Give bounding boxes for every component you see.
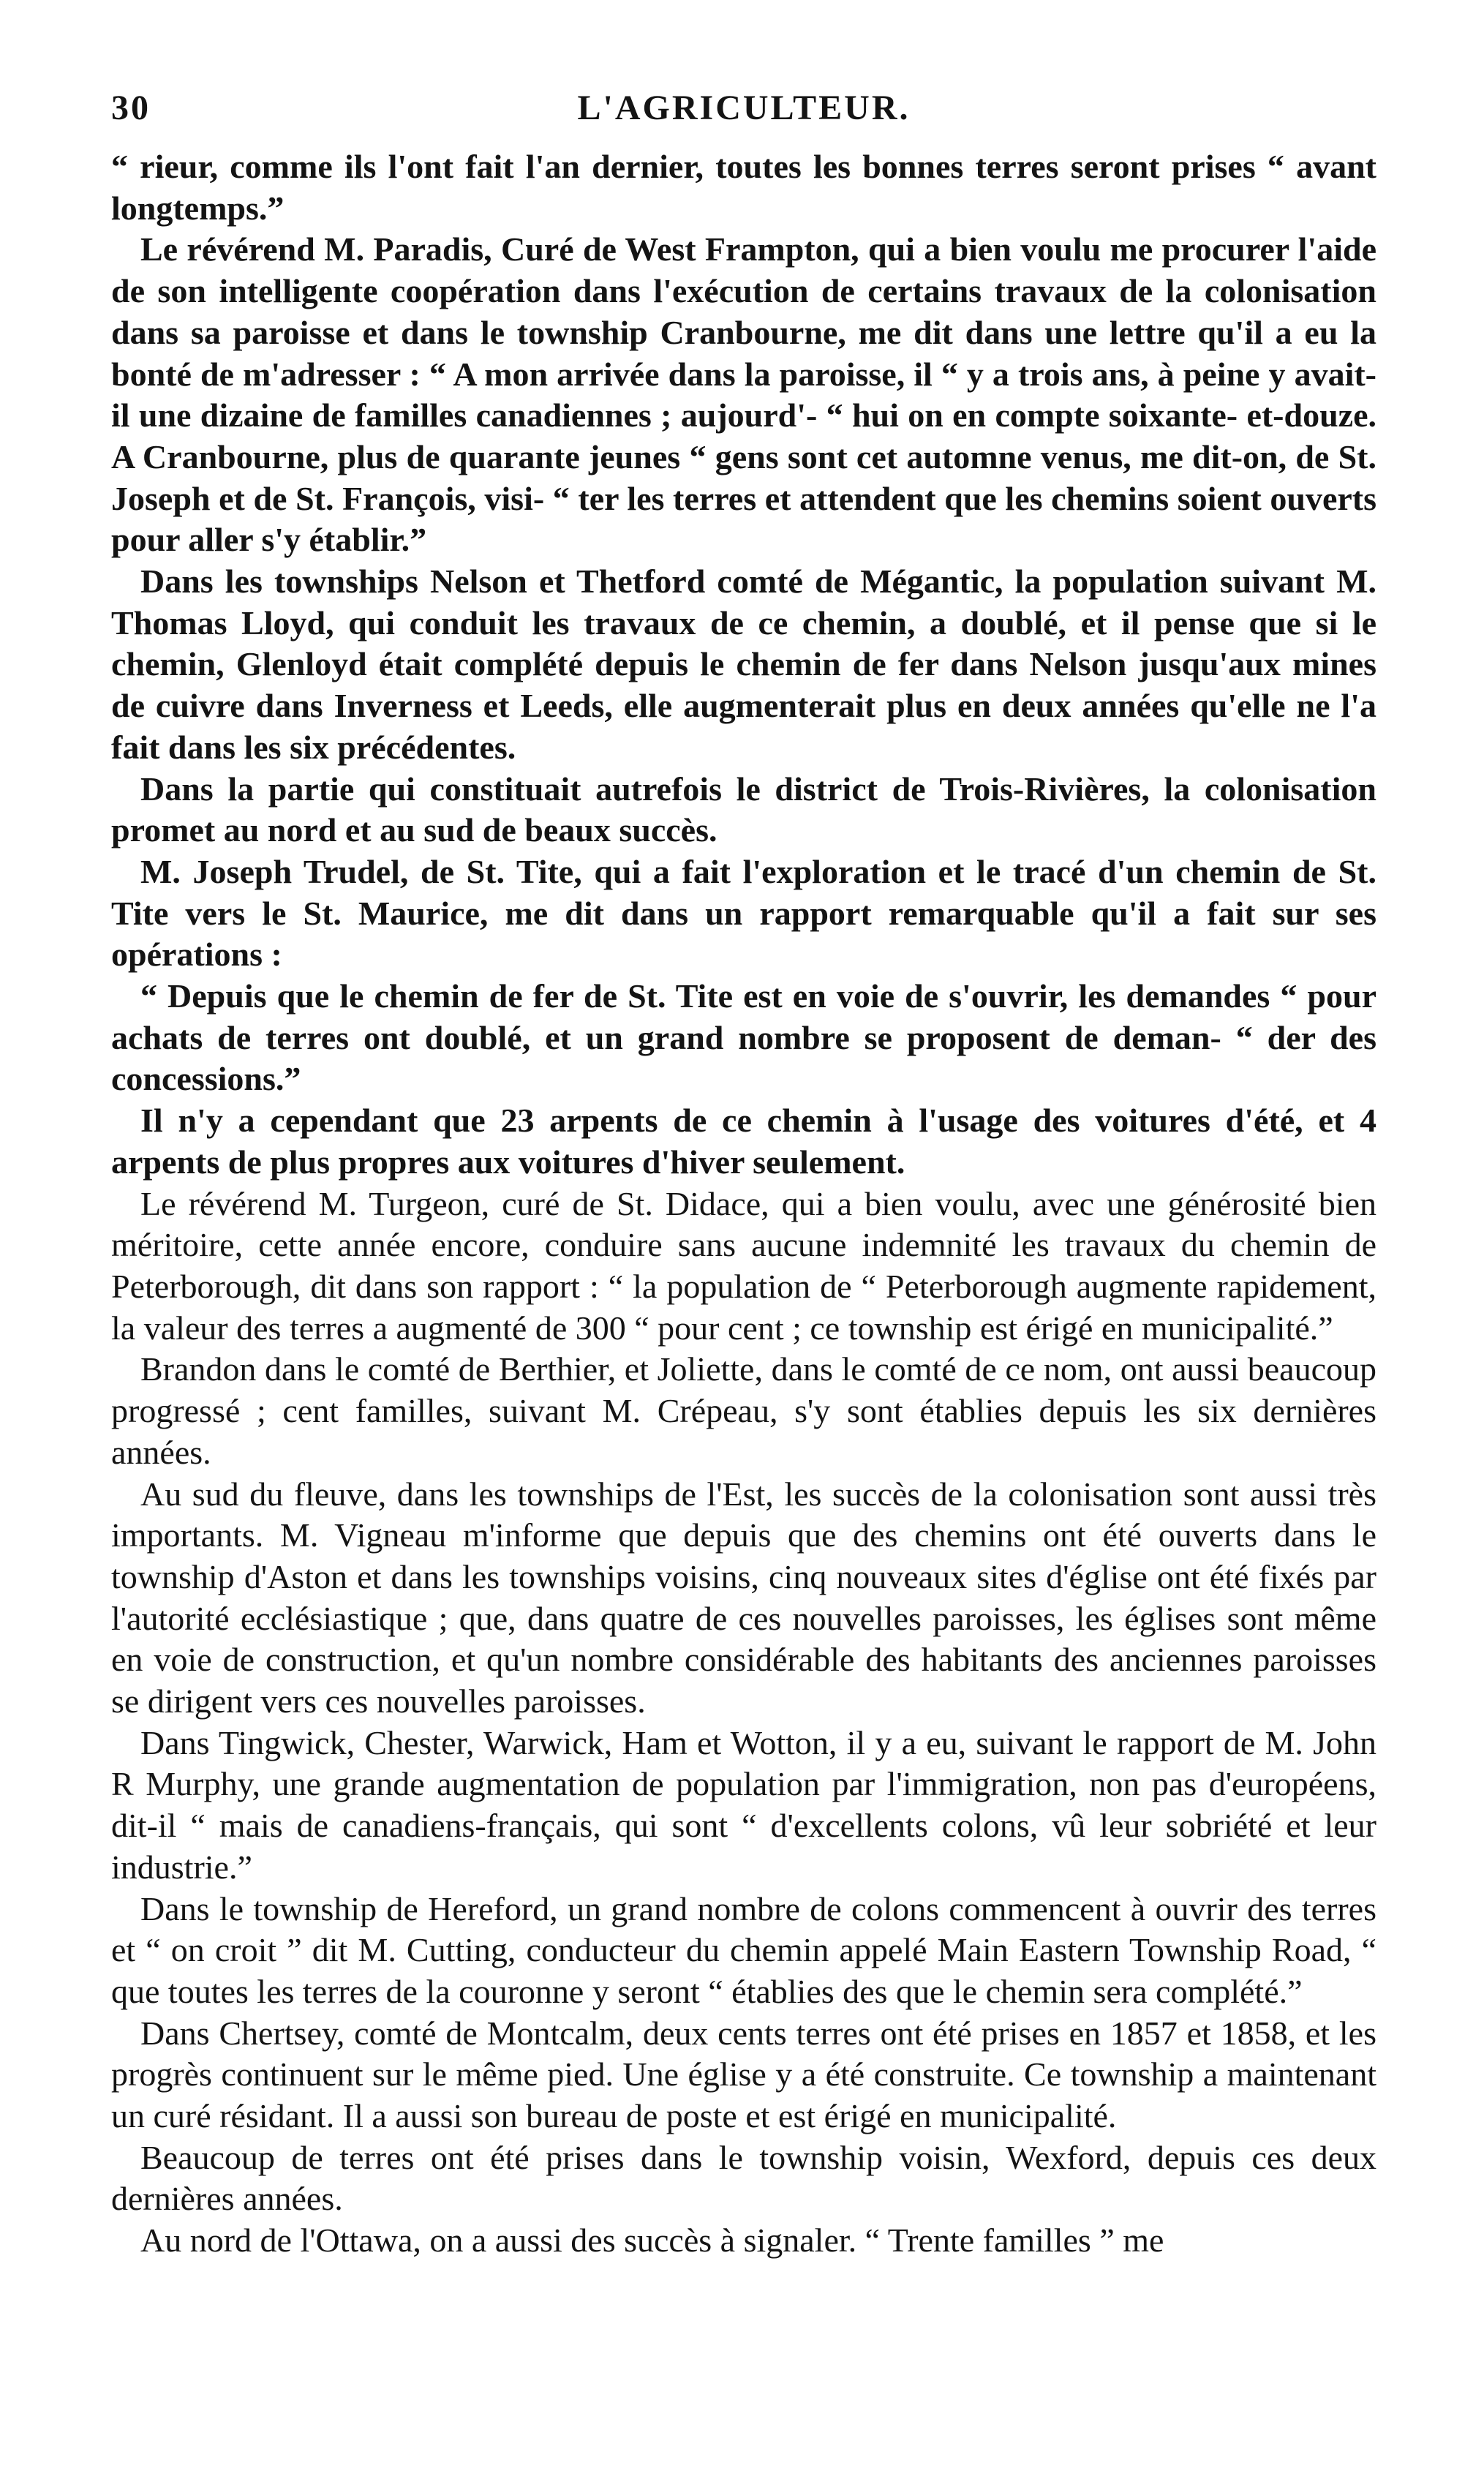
paragraph-4: Dans la partie qui constituait autrefois le district de Trois-Rivières, la colonisation promet au nord et au sud de beaux succès. bbox=[111, 770, 1376, 849]
page-number: 30 bbox=[111, 89, 151, 127]
paragraph-11: Dans Tingwick, Chester, Warwick, Ham et Wotton, il y a eu, suivant le rapport de M. John R Murphy, une grande augmentation de population par l'immigration, non pas d'européens, dit-il “ mais de canadiens-français, qui sont “ d'excellents colons, vû leur sobriété et leur industrie.” bbox=[111, 1723, 1376, 1886]
paragraph-1: “ rieur, comme ils l'ont fait l'an dernier, toutes les bonnes terres seront prises “ avant longtemps.” bbox=[111, 148, 1376, 227]
paragraph-14: Beaucoup de terres ont été prises dans le township voisin, Wexford, depuis ces deux dernières années. bbox=[111, 2138, 1376, 2218]
paragraph-15: Au nord de l'Ottawa, on a aussi des succès à signaler. “ Trente familles ” me bbox=[140, 2221, 1164, 2260]
book-page bbox=[111, 88, 1376, 2262]
paragraph-13: Dans Chertsey, comté de Montcalm, deux cents terres ont été prises en 1857 et 1858, et les progrès continuent sur le même pied. Une église y a été construite. Ce township a maintenant un curé résidant. Il a aussi son bureau de poste et est érigé en municipalité. bbox=[111, 2014, 1376, 2135]
paragraph-5: M. Joseph Trudel, de St. Tite, qui a fait l'exploration et le tracé d'un chemin de St. Tite vers le St. Maurice, me dit dans un rapport remarquable qu'il a fait sur ses opérations : bbox=[111, 852, 1376, 974]
paragraph-6-quote: “ Depuis que le chemin de fer de St. Tite est en voie de s'ouvrir, les demandes “ pour achats de terres ont doublé, et un grand nombre se proposent de deman- “ der des concessions.” bbox=[111, 977, 1376, 1098]
paragraph-12: Dans le township de Hereford, un grand nombre de colons commencent à ouvrir des terres et “ on croit ” dit M. Cutting, conducteur du chemin appelé Main Eastern Township Road, “ que toutes les terres de la couronne y seront “ établies des que le chemin sera complété.” bbox=[111, 1889, 1376, 2010]
paragraph-7: Il n'y a cependant que 23 arpents de ce chemin à l'usage des voitures d'été, et 4 arpents de plus propres aux voitures d'hiver seulement. bbox=[111, 1102, 1376, 1181]
page-header bbox=[111, 88, 1376, 146]
body-text bbox=[111, 146, 1376, 2262]
paragraph-2: Le révérend M. Paradis, Curé de West Frampton, qui a bien voulu me procurer l'aide de son intelligente coopération dans l'exécution de certains travaux de la colonisation dans sa paroisse et dans le township Cranbourne, me dit dans une lettre qu'il a eu la bonté de m'adresser : “ A mon arrivée dans la paroisse, il “ y a trois ans, à peine y avait-il une dizaine de familles canadiennes ; aujourd'- “ hui on en compte soixante- et-douze. A Cranbourne, plus de quarante jeunes “ gens sont cet automne venus, me dit-on, de St. Joseph et de St. François, visi- “ ter les terres et attendent que les chemins soient ouverts pour aller s'y établir.” bbox=[111, 230, 1376, 559]
paragraph-9: Brandon dans le comté de Berthier, et Joliette, dans le comté de ce nom, ont aussi beaucoup progressé ; cent familles, suivant M. Crépeau, s'y sont établies depuis les six dernières années. bbox=[111, 1350, 1376, 1471]
paragraph-8: Le révérend M. Turgeon, curé de St. Didace, qui a bien voulu, avec une générosité bien méritoire, cette année encore, conduire sans aucune indemnité les travaux du chemin de Peterborough, dit dans son rapport : “ la population de “ Peterborough augmente rapidement, la valeur des terres a augmenté de 300 “ pour cent ; ce township est érigé en municipalité.” bbox=[111, 1184, 1376, 1347]
paragraph-3: Dans les townships Nelson et Thetford comté de Mégantic, la population suivant M. Thomas Lloyd, qui conduit les travaux de ce chemin, a doublé, et il pense que si le chemin, Glenloyd était complété depuis le chemin de fer dans Nelson jusqu'aux mines de cuivre dans Inverness et Leeds, elle augmenterait plus en deux années qu'elle ne l'a fait dans les six précédentes. bbox=[111, 563, 1376, 766]
running-title: L'AGRICULTEUR. bbox=[577, 89, 911, 127]
paragraph-10: Au sud du fleuve, dans les townships de l'Est, les succès de la colonisation sont aussi très importants. M. Vigneau m'informe que depuis que des chemins ont été ouverts dans le township d'Aston et dans les townships voisins, cinq nouveaux sites d'église ont été fixés par l'autorité ecclésiastique ; que, dans quatre de ces nouvelles paroisses, les églises sont même en voie de construction, et qu'un nombre considérable des habitants des anciennes paroisses se dirigent vers ces nouvelles paroisses. bbox=[111, 1475, 1376, 1720]
